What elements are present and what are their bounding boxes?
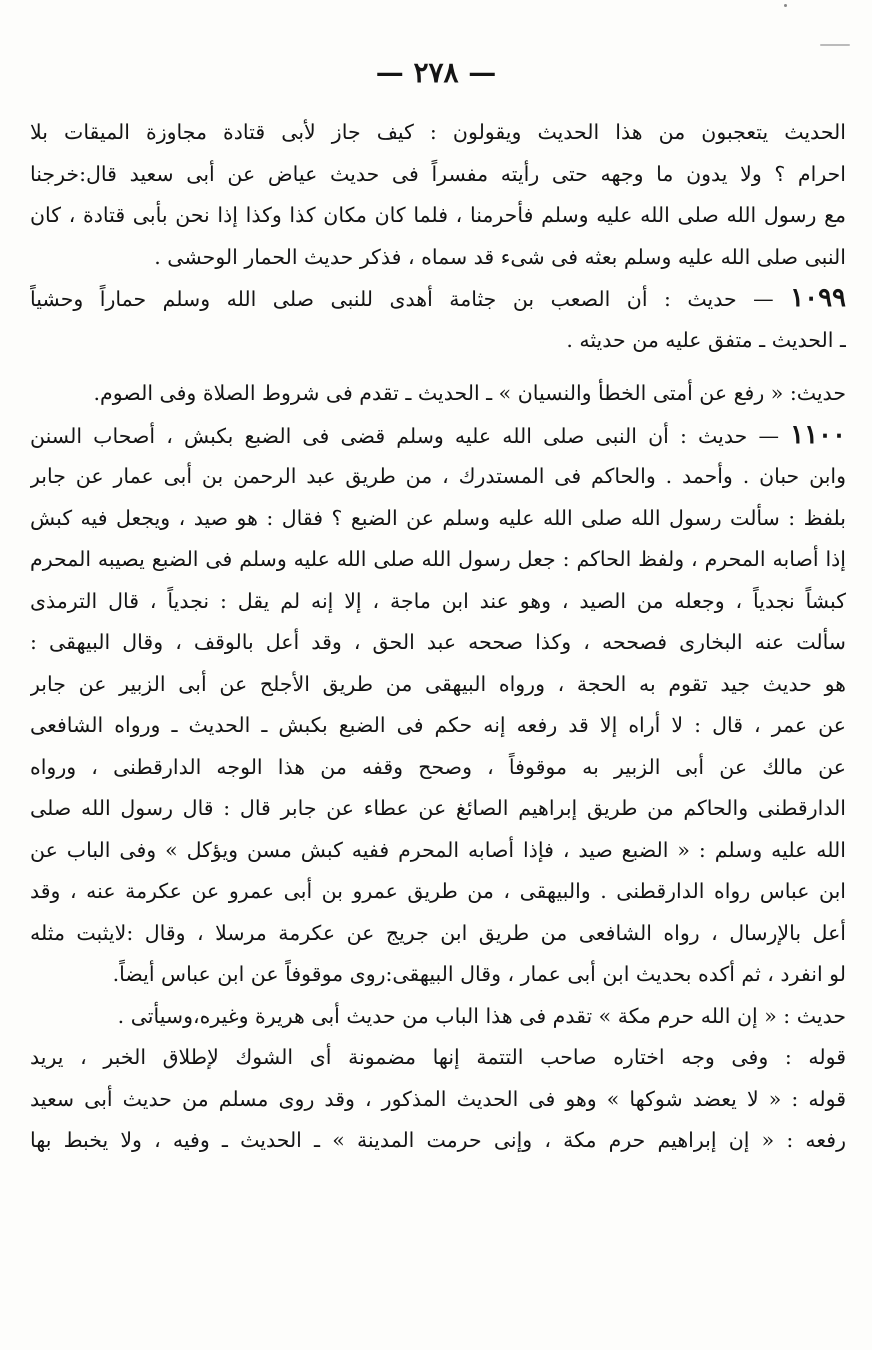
paragraph-haram-makkah: [30, 996, 846, 1038]
text-line: رفعه : « إن إبراهيم حرم مكة ، وإنى حرمت المدينة » ـ الحديث ـ وفيه ، ولا يخبط بها: [30, 1128, 846, 1152]
text-line: الحديث يتعجبون من هذا الحديث ويقولون : كيف جاز لأبى قتادة مجاوزة الميقات بلا: [30, 120, 846, 144]
text-line: عن مالك عن أبى الزبير به موقوفاً ، وصحح وقفه من هذا الوجه الدارقطنى ، ورواه: [30, 754, 846, 779]
text-line: حديث: « رفع عن أمتى الخطأ والنسيان » ـ الحديث ـ تقدم فى شروط الصلاة وفى الصوم.: [93, 381, 846, 405]
scan-speck: [784, 4, 787, 7]
text-line: كبشاً نجدياً ، وجعله من الصيد ، وهو عند ابن ماجة ، إلا إنه لم يقل : نجدياً ، قال الترمذى: [30, 588, 846, 613]
hadith-1099: [30, 278, 846, 361]
scan-speck: [820, 44, 850, 46]
paragraph-intro: [30, 112, 846, 278]
text-line: وابن حبان . وأحمد . والحاكم فى المستدرك ، من طريق عبد الرحمن بن أبى عمار عن جابر: [30, 464, 846, 488]
text-line: لو انفرد ، ثم أكده بحديث ابن أبى عمار ، وقال البيهقى:روى موقوفاً عن ابن عباس أيضاً.: [112, 962, 846, 986]
text-line: [30, 415, 846, 457]
text-line: حديث : « إن الله حرم مكة » تقدم فى هذا الباب من حديث أبى هريرة وغيره،وسيأتى .: [117, 1003, 846, 1028]
text-line: أعل بالإرسال ، رواه الشافعى من طريق ابن جريج عن عكرمة مرسلا ، وقال :لايثبت مثله: [30, 920, 846, 945]
text-line-content: — حديث : أن النبى صلى الله عليه وسلم قضى فى الضبع بكبش ، أصحاب السنن: [30, 423, 779, 448]
page-number: — ٢٧٨ —: [375, 56, 497, 89]
hadith-number: ١٠٩٩: [790, 283, 846, 313]
text-line: ابن عباس رواه الدارقطنى . والبيهقى ، من طريق عمرو بن أبى عمرو عن عكرمة عنه ، وقد: [30, 879, 846, 903]
text-line: بلفظ : سألت رسول الله صلى الله عليه وسلم عن الضبع ؟ فقال : هو صيد ، ويجعل فيه كبش: [30, 505, 846, 530]
text-line: ـ الحديث ـ متفق عليه من حديثه .: [566, 327, 846, 352]
text-line: الله عليه وسلم : « الضبع صيد ، فإذا أصابه المحرم ففيه كبش مسن ويؤكل » وفى الباب عن: [30, 837, 846, 862]
text-line: مع رسول الله صلى الله عليه وسلم فأحرمنا ، فلما كان مكان كذا وكذا إذا نحن بأبى قتادة ، كان: [30, 203, 846, 227]
text-line: [30, 278, 846, 320]
page-body: [30, 112, 846, 1162]
text-line: قوله : وفى وجه اختاره صاحب التتمة إنها مضمونة أى الشوك لإطلاق الخبر ، يريد: [30, 1045, 846, 1069]
text-line: احرام ؟ ولا يدون ما وجهه حتى رأيته مفسراً فى حديث عياض عن أبى سعيد قال:خرجنا: [30, 161, 846, 186]
text-line: قوله : « لا يعضد شوكها » وهو فى الحديث المذكور ، وقد روى مسلم من حديث أبى سعيد: [30, 1086, 846, 1111]
text-line: إذا أصابه المحرم ، ولفظ الحاكم : جعل رسول الله صلى الله عليه وسلم فى الضبع يصيبه المحرم: [30, 547, 846, 571]
paragraph-qawluhu: [30, 1037, 846, 1162]
text-line: النبى صلى الله عليه وسلم بعثه فى شىء قد سماه ، فذكر حديث الحمار الوحشى .: [154, 244, 846, 269]
text-line: سألت عنه البخارى فصححه ، وكذا صححه عبد الحق ، وقد أعل بالوقف ، وقال البيهقى :: [30, 630, 846, 654]
paragraph-raf: [30, 373, 846, 415]
spacer: [30, 361, 846, 373]
hadith-number: ١١٠٠: [790, 419, 846, 450]
text-line: هو حديث جيد تقوم به الحجة ، ورواه البيهقى من طريق الأجلح عن أبى الزبير عن جابر: [30, 671, 846, 696]
text-line-content: — حديث : أن الصعب بن جثامة أهدى للنبى صلى الله وسلم حماراً وحشياً: [30, 287, 774, 311]
text-line: الدارقطنى والحاكم من طريق إبراهيم الصائغ عن عطاء عن جابر قال : قال رسول الله صلى: [30, 796, 846, 820]
text-line: عن عمر ، قال : لا أراه إلا قد رفعه إنه حكم فى الضبع بكبش ـ الحديث ـ ورواه الشافعى: [30, 713, 846, 737]
hadith-1100: [30, 415, 846, 996]
